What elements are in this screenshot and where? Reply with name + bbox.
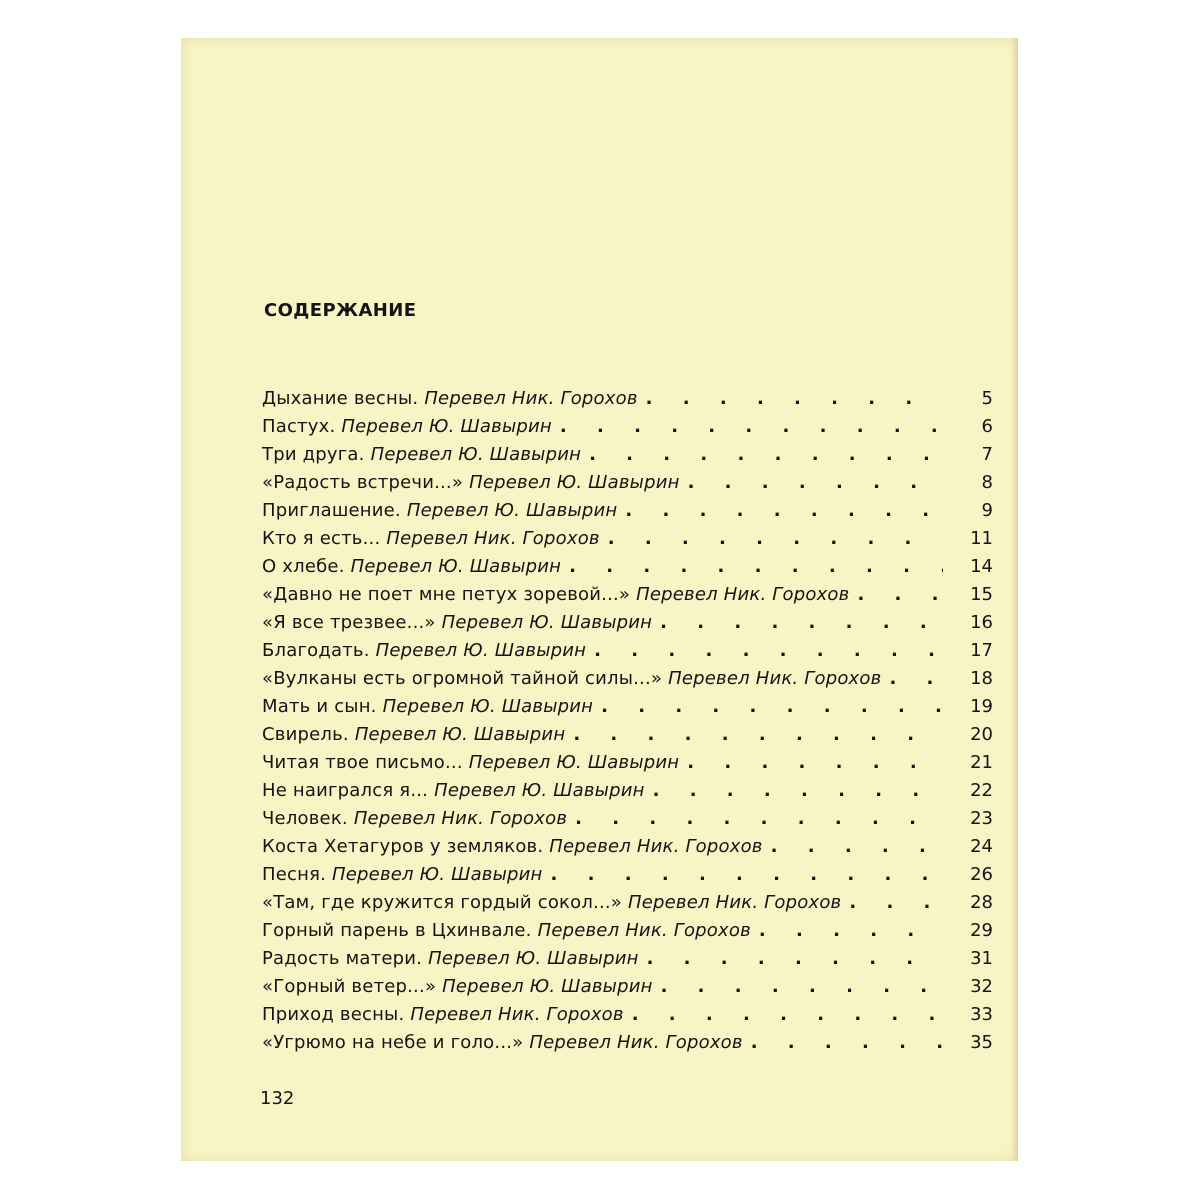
- toc-entry: [262, 917, 993, 945]
- toc-entry-page: 18: [970, 668, 993, 689]
- toc-entry-page: 33: [970, 1004, 993, 1025]
- toc-entry-title: «Горный ветер...»: [262, 976, 437, 997]
- toc-entry-translator: Перевел Ю. Шавырин: [434, 780, 645, 801]
- toc-entry: [262, 693, 993, 721]
- dot-leader: [771, 833, 943, 861]
- toc-entry: [262, 861, 993, 889]
- toc-entry-page: 11: [970, 528, 993, 549]
- toc-entry-page: 20: [970, 724, 993, 745]
- contents-heading: СОДЕРЖАНИЕ: [264, 300, 417, 321]
- dot-leader: [687, 749, 943, 777]
- toc-entry-translator: Перевел Ник. Горохов: [549, 836, 763, 857]
- toc-entry-translator: Перевел Ник. Горохов: [424, 388, 638, 409]
- dot-leader: [551, 861, 943, 889]
- toc-entry: [262, 749, 993, 777]
- toc-entry: [262, 609, 993, 637]
- toc-entry-page: 28: [970, 892, 993, 913]
- toc-entry-page: 6: [981, 416, 993, 437]
- toc-entry-page: 35: [970, 1032, 993, 1053]
- toc-entry: [262, 525, 993, 553]
- toc-entry-page: 26: [970, 864, 993, 885]
- dot-leader: [625, 497, 943, 525]
- dot-leader: [660, 609, 943, 637]
- toc-entry: [262, 385, 993, 413]
- dot-leader: [560, 413, 943, 441]
- toc-entry-title: «Радость встречи...»: [262, 472, 464, 493]
- toc-entry-translator: Перевел Ю. Шавырин: [382, 696, 594, 717]
- toc-entry-page: 31: [970, 948, 993, 969]
- toc-entry-page: 17: [970, 640, 993, 661]
- toc-entry-page: 16: [970, 612, 993, 633]
- dot-leader: [575, 805, 943, 833]
- dot-leader: [589, 441, 943, 469]
- toc-entry-title: «Угрюмо на небе и голо...»: [262, 1032, 524, 1053]
- toc-entry-page: 19: [970, 696, 993, 717]
- toc-entry-title: Коста Хетагуров у земляков.: [262, 836, 544, 857]
- page-edge-shadow: [1012, 38, 1018, 1161]
- toc-entry-page: 7: [981, 444, 993, 465]
- toc-entry-title: Песня.: [262, 864, 327, 885]
- toc-entry-translator: Перевел Ю. Шавырин: [441, 612, 653, 633]
- toc-entry-translator: Перевел Ю. Шавырин: [406, 500, 618, 521]
- dot-leader: [661, 973, 943, 1001]
- toc-entry-page: 24: [970, 836, 993, 857]
- dot-leader: [646, 385, 943, 413]
- toc-entry-title: Благодать.: [262, 640, 370, 661]
- toc-entry: [262, 441, 993, 469]
- dot-leader: [647, 945, 943, 973]
- toc-entry-title: Три друга.: [262, 444, 365, 465]
- toc-entry-translator: Перевел Ю. Шавырин: [354, 724, 566, 745]
- toc-entry-page: 22: [970, 780, 993, 801]
- toc-entry-translator: Перевел Ник. Горохов: [410, 1004, 624, 1025]
- page-number: 132: [260, 1088, 295, 1109]
- book-page: [181, 38, 1018, 1161]
- toc-entry: [262, 777, 993, 805]
- dot-leader: [632, 1001, 943, 1029]
- toc-entry-page: 15: [970, 584, 993, 605]
- dot-leader: [688, 469, 943, 497]
- toc-entry-page: 14: [970, 556, 993, 577]
- toc-entry: [262, 1001, 993, 1029]
- dot-leader: [653, 777, 943, 805]
- dot-leader: [594, 637, 943, 665]
- toc-entry: [262, 833, 993, 861]
- toc-entry: [262, 413, 993, 441]
- toc-entry: [262, 805, 993, 833]
- toc-entry-translator: Перевел Ник. Горохов: [668, 668, 882, 689]
- toc-entry-title: «Давно не поет мне петух зоревой...»: [262, 584, 631, 605]
- toc-entry-title: О хлебе.: [262, 556, 345, 577]
- toc-entry-title: Свирель.: [262, 724, 349, 745]
- toc-entry-translator: Перевел Ю. Шавырин: [469, 472, 680, 493]
- toc-entry: [262, 665, 993, 693]
- toc-entry: [262, 469, 993, 497]
- toc-entry: [262, 637, 993, 665]
- toc-entry-title: Приход весны.: [262, 1004, 405, 1025]
- toc-entry-translator: Перевел Ник. Горохов: [628, 892, 842, 913]
- toc-entry-translator: Перевел Ник. Горохов: [353, 808, 568, 829]
- toc-entry: [262, 581, 993, 609]
- toc-entry-page: 23: [970, 808, 993, 829]
- dot-leader: [608, 525, 943, 553]
- toc-entry-translator: Перевел Ю. Шавырин: [350, 556, 562, 577]
- dot-leader: [759, 917, 943, 945]
- toc-entry-title: Приглашение.: [262, 500, 401, 521]
- toc-entry: [262, 721, 993, 749]
- toc-entry-translator: Перевел Ник. Горохов: [529, 1032, 743, 1053]
- toc-entry-title: Мать и сын.: [262, 696, 377, 717]
- dot-leader: [857, 581, 943, 609]
- toc-entry-title: Дыхание весны.: [262, 388, 419, 409]
- toc-entry-translator: Перевел Ю. Шавырин: [442, 976, 653, 997]
- toc-entry-translator: Перевел Ю. Шавырин: [341, 416, 552, 437]
- toc-entry-translator: Перевел Ю. Шавырин: [468, 752, 680, 773]
- toc-entry-page: 5: [981, 388, 993, 409]
- toc-entry-title: Читая твое письмо...: [262, 752, 463, 773]
- toc-entry-page: 9: [981, 500, 993, 521]
- toc-entry-title: «Там, где кружится гордый сокол...»: [262, 892, 623, 913]
- dot-leader: [849, 889, 943, 917]
- dot-leader: [751, 1029, 943, 1057]
- toc-entry: [262, 889, 993, 917]
- toc-entry: [262, 973, 993, 1001]
- toc-entry-translator: Перевел Ник. Горохов: [386, 528, 600, 549]
- dot-leader: [601, 693, 943, 721]
- toc-entry-translator: Перевел Ю. Шавырин: [428, 948, 639, 969]
- toc-entry-page: 8: [981, 472, 993, 493]
- toc-entry-title: Не наигрался я...: [262, 780, 429, 801]
- toc-entry-translator: Перевел Ю. Шавырин: [375, 640, 587, 661]
- toc-entry: [262, 945, 993, 973]
- toc-entry-title: Кто я есть...: [262, 528, 381, 549]
- toc-entry-title: Пастух.: [262, 416, 336, 437]
- toc-entry-title: Радость матери.: [262, 948, 423, 969]
- toc-entry-translator: Перевел Ник. Горохов: [636, 584, 850, 605]
- toc-entry-translator: Перевел Ю. Шавырин: [370, 444, 582, 465]
- dot-leader: [573, 721, 943, 749]
- toc-entry-translator: Перевел Ю. Шавырин: [332, 864, 543, 885]
- toc-entry-page: 32: [970, 976, 993, 997]
- toc-entry-title: «Вулканы есть огромной тайной силы...»: [262, 668, 663, 689]
- toc-entry-title: «Я все трезвее...»: [262, 612, 436, 633]
- toc-entry: [262, 1029, 993, 1057]
- dot-leader: [889, 665, 943, 693]
- toc-entry-title: Горный парень в Цхинвале.: [262, 920, 532, 941]
- toc-entry-page: 21: [970, 752, 993, 773]
- toc-entry: [262, 553, 993, 581]
- toc-entry-translator: Перевел Ник. Горохов: [537, 920, 751, 941]
- table-of-contents: [262, 385, 993, 1057]
- dot-leader: [569, 553, 943, 581]
- toc-entry: [262, 497, 993, 525]
- toc-entry-title: Человек.: [262, 808, 348, 829]
- toc-entry-page: 29: [970, 920, 993, 941]
